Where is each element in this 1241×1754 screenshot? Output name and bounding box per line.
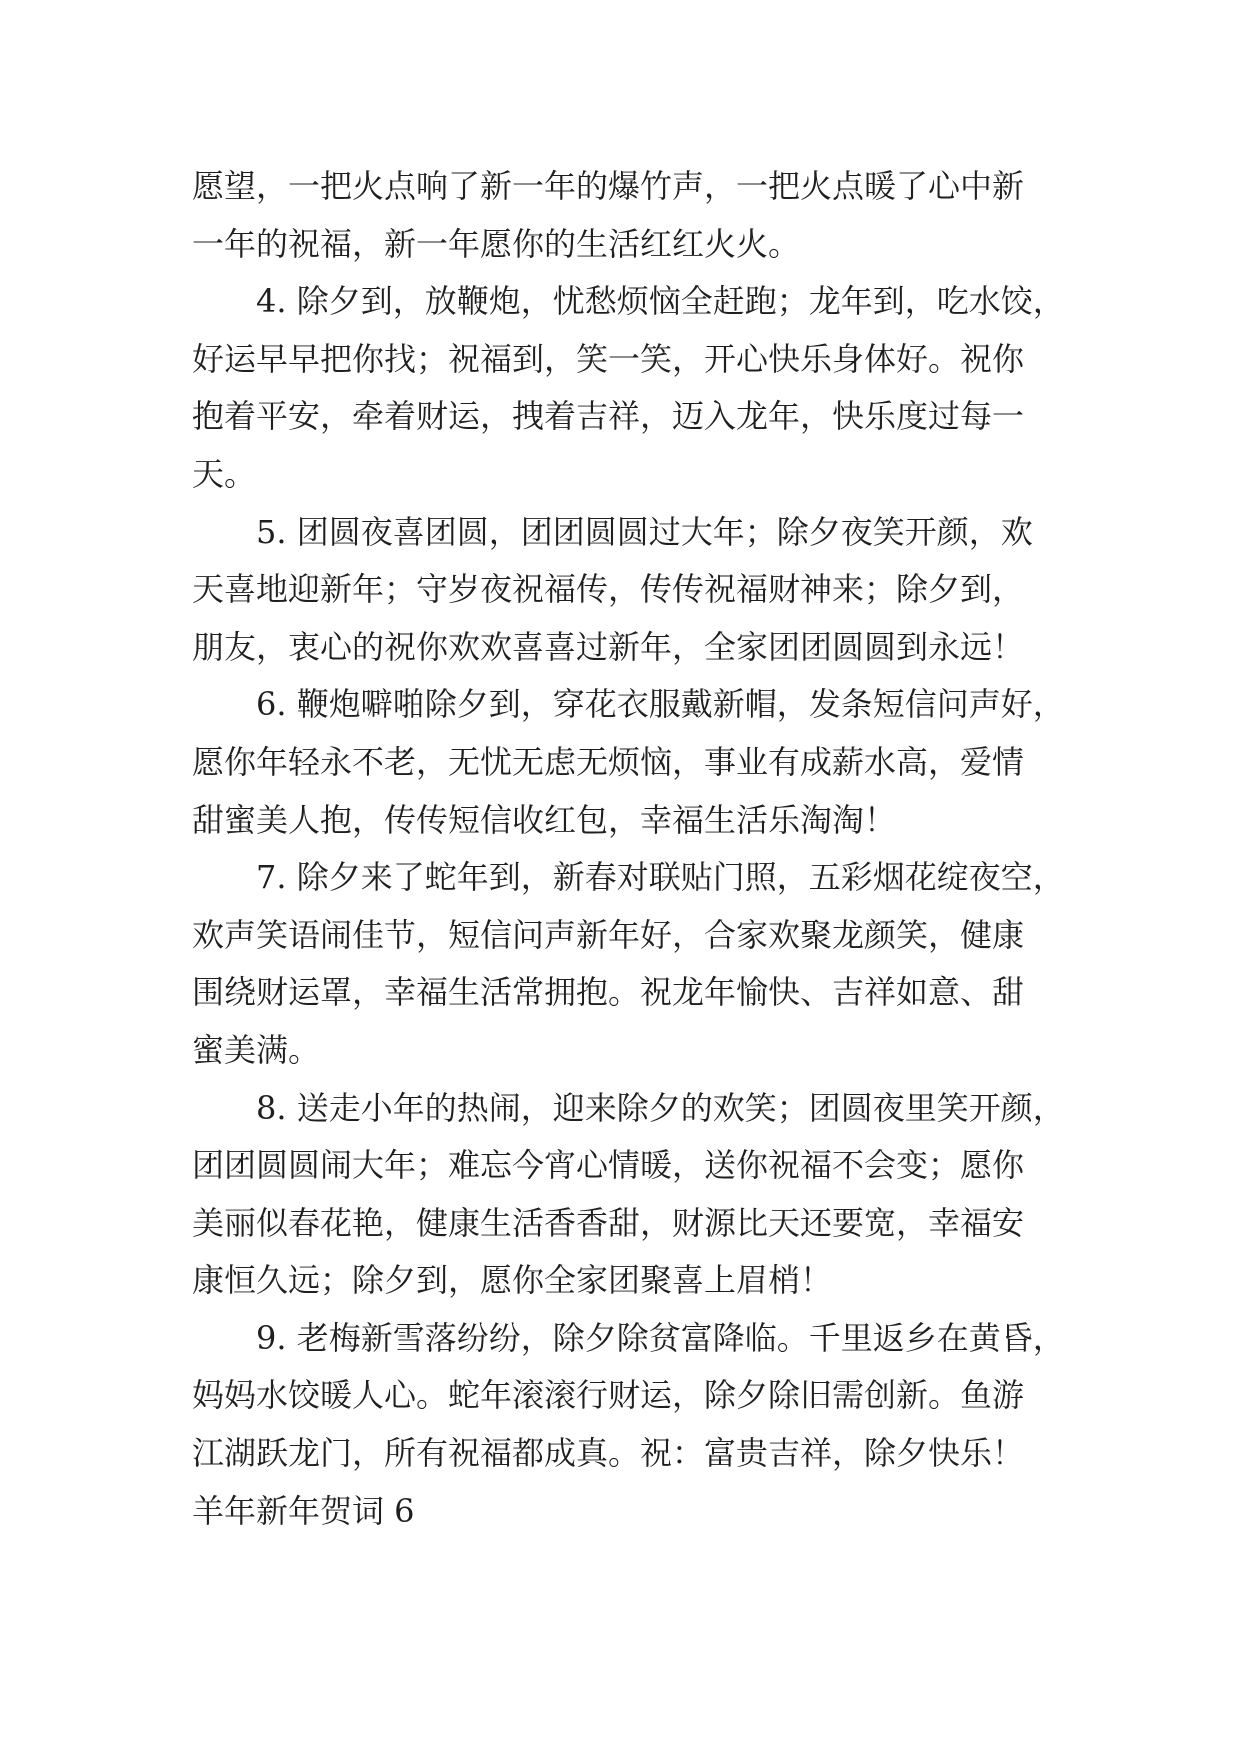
- text-line: 7. 除夕来了蛇年到，新春对联贴门照，五彩烟花绽夜空，: [256, 858, 1065, 897]
- text-line: 朋友，衷心的祝你欢欢喜喜过新年，全家团团圆圆到永远！: [192, 627, 1025, 666]
- text-line: 天喜地迎新年；守岁夜祝福传，传传祝福财神来；除夕到，: [192, 570, 1025, 609]
- text-line: 江湖跃龙门，所有祝福都成真。祝：富贵吉祥，除夕快乐！: [192, 1434, 1025, 1473]
- text-line: 围绕财运罩，幸福生活常拥抱。祝龙年愉快、吉祥如意、甜: [192, 973, 1025, 1012]
- text-line: 好运早早把你找；祝福到，笑一笑，开心快乐身体好。祝你: [192, 339, 1025, 378]
- text-line: 8. 送走小年的热闹，迎来除夕的欢笑；团圆夜里笑开颜，: [256, 1088, 1065, 1127]
- text-line: 妈妈水饺暖人心。蛇年滚滚行财运，除夕除旧需创新。鱼游: [192, 1376, 1025, 1415]
- text-line: 4. 除夕到，放鞭炮，忧愁烦恼全赶跑；龙年到，吃水饺，: [256, 282, 1065, 321]
- text-line: 抱着平安，牵着财运，拽着吉祥，迈入龙年，快乐度过每一: [192, 397, 1025, 436]
- text-line: 美丽似春花艳，健康生活香香甜，财源比天还要宽，幸福安: [192, 1203, 1025, 1242]
- document-body: [192, 158, 1092, 1540]
- text-line: 一年的祝福，新一年愿你的生活红红火火。: [192, 224, 801, 263]
- text-line: 欢声笑语闹佳节，短信问声新年好，合家欢聚龙颜笑，健康: [192, 915, 1025, 954]
- text-line: 羊年新年贺词 6: [192, 1491, 415, 1530]
- text-line: 甜蜜美人抱，传传短信收红包，幸福生活乐淘淘！: [192, 800, 897, 839]
- text-line: 6. 鞭炮噼啪除夕到，穿花衣服戴新帽，发条短信问声好，: [256, 685, 1065, 724]
- text-line: 康恒久远；除夕到，愿你全家团聚喜上眉梢！: [192, 1261, 833, 1300]
- text-line: 愿望，一把火点响了新一年的爆竹声，一把火点暖了心中新: [192, 167, 1025, 205]
- text-line: 蜜美满。: [192, 1030, 321, 1069]
- text-line: 9. 老梅新雪落纷纷，除夕除贫富降临。千里返乡在黄昏，: [256, 1318, 1065, 1357]
- text-line: 天。: [192, 454, 257, 493]
- text-line: 5. 团圆夜喜团圆，团团圆圆过大年；除夕夜笑开颜，欢: [256, 512, 1033, 551]
- text-line: 团团圆圆闹大年；难忘今宵心情暖，送你祝福不会变；愿你: [192, 1146, 1025, 1185]
- text-line: 愿你年轻永不老，无忧无虑无烦恼，事业有成薪水高，爱情: [192, 742, 1025, 781]
